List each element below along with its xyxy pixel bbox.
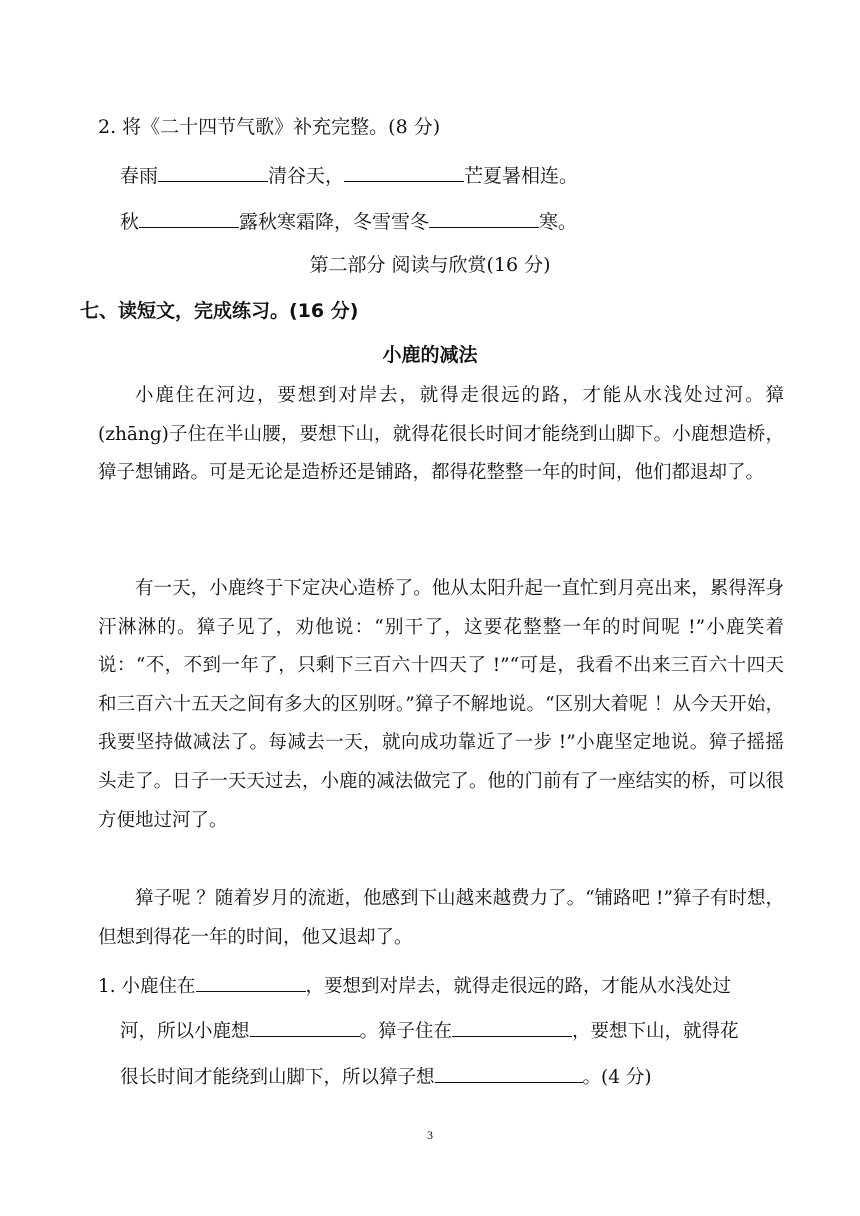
question-text: 。(4 分) xyxy=(582,1067,652,1088)
story-title: 小鹿的减法 xyxy=(382,344,478,366)
fill-blank[interactable] xyxy=(158,161,268,182)
question-1-line-2 xyxy=(120,1016,739,1045)
question-text: ，要想到对岸去，就得走很远的路，才能从水浅处过 xyxy=(305,976,732,997)
question-1-line-3 xyxy=(120,1062,652,1091)
poem-text: 秋 xyxy=(120,211,140,233)
part-2-heading: 第二部分 阅读与欣赏(16 分) xyxy=(309,254,551,276)
story-paragraph-2: 有一天，小鹿终于下定决心造桥了。他从太阳升起一直忙到月亮出来，累得浑身汗淋淋的。獐子见了，劝他说：“别干了，这要花整整一年的时间呢 !”小鹿笑着说：“不，不到一年了，只剩下三百六十四天了 !”“可是，我看不出来三百六十四天和三百六十五天之间有多大的区别呀。”獐子不解地说。“区别大着呢 ！从今天开始，我要坚持做减法了。每减去一天，就向成功靠近了一步 !”小鹿坚定地说。獐子摇摇头走了。日子一天天过去，小鹿的减法做完了。他的门前有了一座结实的桥，可以很方便地过河了。 xyxy=(98,578,784,831)
question-1-line-1 xyxy=(98,971,731,1000)
poem-text: 寒。 xyxy=(539,211,578,233)
fill-blank[interactable] xyxy=(139,207,239,228)
question-text: 1. 小鹿住在 xyxy=(98,976,196,997)
fill-blank[interactable] xyxy=(344,161,464,182)
story-paragraph-1: 小鹿住在河边，要想到对岸去，就得走很远的路，才能从水浅处过河。獐(zhāng)子住在半山腰，要想下山，就得花很长时间才能绕到山脚下。小鹿想造桥，獐子想铺路。可是无论是造桥还是铺路，都得花整整一年的时间，他们都退却了。 xyxy=(98,385,784,484)
poem-text: 芒夏暑相连。 xyxy=(464,165,579,187)
poem-line-2 xyxy=(120,207,577,235)
fill-blank[interactable] xyxy=(435,1062,583,1083)
poem-line-1 xyxy=(120,161,578,189)
question-text: 河，所以小鹿想 xyxy=(120,1021,250,1042)
page-number: 3 xyxy=(427,1128,433,1142)
poem-text: 春雨 xyxy=(120,165,159,187)
fill-blank[interactable] xyxy=(452,1016,572,1037)
poem-text: 露秋寒霜降，冬雪雪冬 xyxy=(239,211,430,233)
fill-blank[interactable] xyxy=(429,207,539,228)
question-text: ，要想下山，就得花 xyxy=(572,1021,739,1042)
section-7-heading: 七、读短文，完成练习。(16 分) xyxy=(80,300,359,322)
story-paragraph-3: 獐子呢 ？随着岁月的流逝，他感到下山越来越费力了。“铺路吧 !”獐子有时想，但想到得花一年的时间，他又退却了。 xyxy=(98,888,784,948)
fill-blank[interactable] xyxy=(196,971,306,992)
question-text: 。獐子住在 xyxy=(359,1021,453,1042)
fill-blank[interactable] xyxy=(250,1016,360,1037)
question-2-title: 2. 将《二十四节气歌》补充完整。(8 分) xyxy=(98,116,441,138)
poem-text: 清谷天， xyxy=(268,165,345,187)
question-text: 很长时间才能绕到山脚下，所以獐子想 xyxy=(120,1067,435,1088)
